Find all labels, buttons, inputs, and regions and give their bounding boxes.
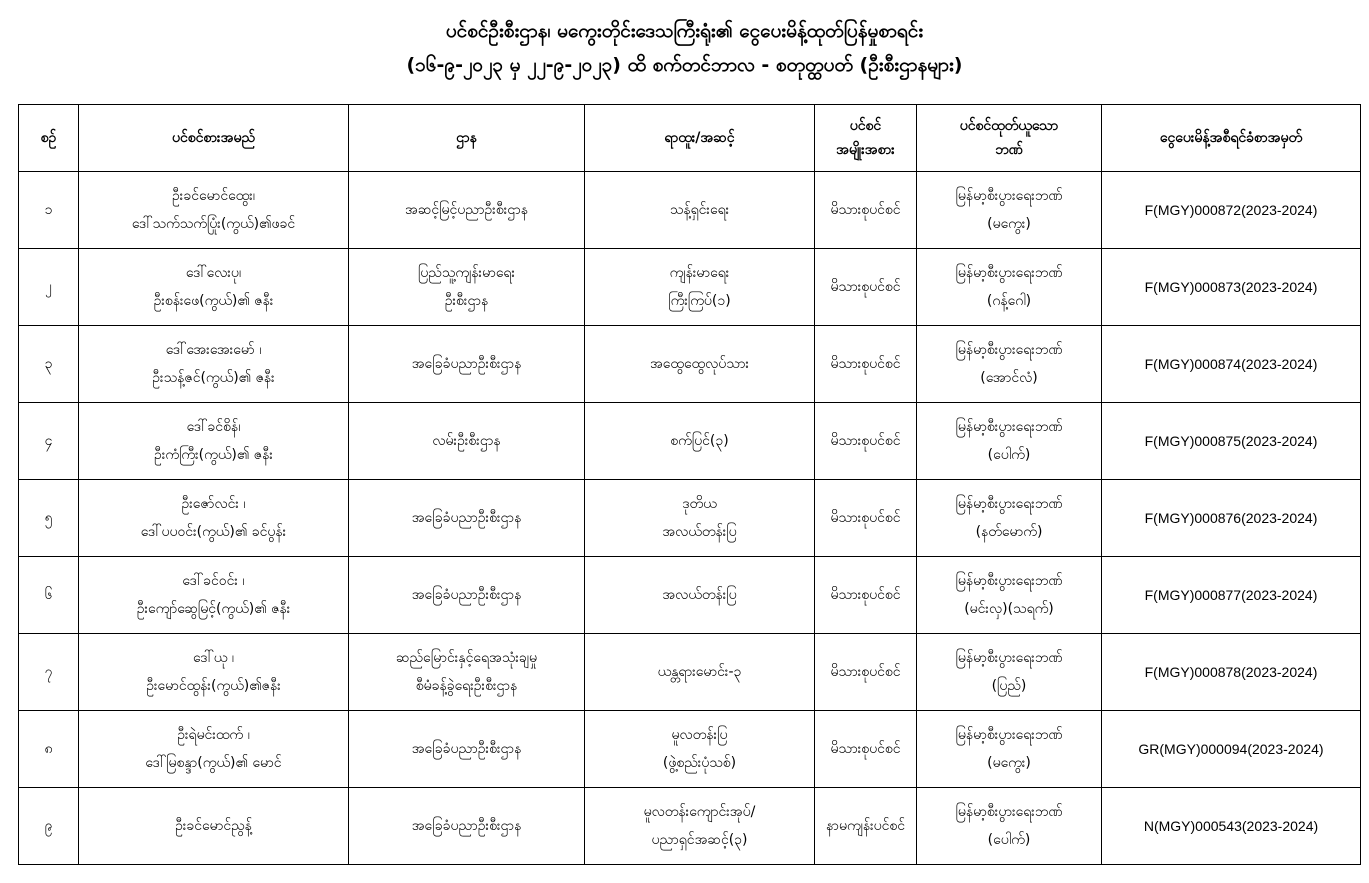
cell-department	[349, 634, 585, 711]
cell-department-line: အဆင့်မြင့်ပညာဦးစီးဌာန	[404, 202, 529, 218]
cell-name-line: ဒေါ်အေးအေးမော် ၊	[165, 342, 262, 358]
cell-name-line: ဦးစန်းဖေ(ကွယ်)၏ ဇနီး	[153, 293, 274, 309]
cell-bank-line: (နတ်မောက်)	[975, 524, 1043, 540]
cell-position-line: သန့်ရှင်းရေး	[669, 202, 730, 218]
cell-bank-line: မြန်မာ့စီးပွားရေးဘဏ်	[955, 650, 1063, 666]
table-row	[19, 557, 1361, 634]
header-no: စဉ်	[19, 105, 79, 172]
cell-pension-type: နာမကျန်းပင်စင်	[815, 788, 917, 865]
title-line-2: (၁၆-၉-၂၀၂၃ မှ ၂၂-၉-၂၀၂၃) ထိ စက်တင်ဘာလ - စတုတ္ထပတ် (ဦးစီးဌာနများ)	[406, 54, 963, 76]
cell-license-no: F(MGY)000874(2023-2024)	[1102, 326, 1361, 403]
cell-name-line: ဦးခင်မောင်ညွန့်	[175, 818, 252, 834]
cell-pension-type: မိသားစုပင်စင်	[815, 326, 917, 403]
header-license-no: ငွေပေးမိန့်အစီရင်ခံစာအမှတ်	[1102, 105, 1361, 172]
cell-position-line: ဒုတိယ	[682, 496, 717, 512]
cell-position	[585, 249, 815, 326]
cell-bank	[917, 326, 1102, 403]
cell-bank	[917, 711, 1102, 788]
cell-position-line: မူလတန်းကျောင်းအုပ်/	[643, 804, 756, 820]
cell-department	[349, 249, 585, 326]
cell-no: ၉	[19, 788, 79, 865]
table-row	[19, 249, 1361, 326]
cell-name-line: ဦးရဲမင်းထက် ၊	[177, 727, 250, 743]
table-row	[19, 172, 1361, 249]
cell-position	[585, 711, 815, 788]
cell-name	[79, 788, 349, 865]
cell-license-no: F(MGY)000876(2023-2024)	[1102, 480, 1361, 557]
document-title	[0, 14, 1369, 82]
header-bank: ပင်စင်ထုတ်ယူသော ဘဏ်	[917, 105, 1102, 172]
cell-name	[79, 172, 349, 249]
cell-name	[79, 634, 349, 711]
table-row	[19, 788, 1361, 865]
table-row	[19, 403, 1361, 480]
cell-license-no: N(MGY)000543(2023-2024)	[1102, 788, 1361, 865]
cell-name-line: ဒေါ်ပပဝင်း(ကွယ်)၏ ခင်ပွန်း	[140, 524, 287, 540]
cell-name-line: ဒေါ်ခင်ဝင်း ၊	[182, 573, 245, 589]
table-row	[19, 326, 1361, 403]
cell-bank-line: မြန်မာ့စီးပွားရေးဘဏ်	[955, 265, 1063, 281]
cell-name-line: ဦးသန့်ဇင်(ကွယ်)၏ ဇနီး	[152, 370, 275, 386]
cell-no: ၅	[19, 480, 79, 557]
cell-department-line: ဆည်မြောင်းနှင့်ရေအသုံးချမှု	[395, 650, 538, 666]
header-position: ရာထူး/အဆင့်	[585, 105, 815, 172]
cell-name-line: ဒေါ်ယု ၊	[193, 650, 234, 666]
cell-bank	[917, 172, 1102, 249]
cell-no: ၃	[19, 326, 79, 403]
cell-bank-line: မြန်မာ့စီးပွားရေးဘဏ်	[955, 573, 1063, 589]
cell-bank-line: (ပေါက်)	[987, 832, 1031, 848]
cell-pension-type: မိသားစုပင်စင်	[815, 557, 917, 634]
cell-bank-line: (အောင်လံ)	[980, 370, 1038, 386]
cell-bank-line: (ပေါက်)	[987, 447, 1031, 463]
cell-no: ၁	[19, 172, 79, 249]
cell-pension-type: မိသားစုပင်စင်	[815, 711, 917, 788]
table-row	[19, 634, 1361, 711]
cell-no: ၈	[19, 711, 79, 788]
cell-license-no: F(MGY)000873(2023-2024)	[1102, 249, 1361, 326]
cell-department	[349, 711, 585, 788]
cell-name	[79, 711, 349, 788]
cell-bank	[917, 557, 1102, 634]
header-department: ဌာန	[349, 105, 585, 172]
cell-department-line: အခြေခံပညာဦးစီးဌာန	[411, 587, 522, 603]
header-pension-type: ပင်စင် အမျိုးအစား	[815, 105, 917, 172]
cell-license-no: F(MGY)000872(2023-2024)	[1102, 172, 1361, 249]
cell-license-no: F(MGY)000877(2023-2024)	[1102, 557, 1361, 634]
cell-position	[585, 788, 815, 865]
cell-bank-line: မြန်မာ့စီးပွားရေးဘဏ်	[955, 188, 1063, 204]
cell-position	[585, 557, 815, 634]
cell-position-line: (ဖွဲ့စည်းပုံသစ်)	[662, 755, 737, 771]
cell-department-line: စီမံခန့်ခွဲရေးဦးစီးဌာန	[415, 678, 518, 694]
cell-bank-line: မြန်မာ့စီးပွားရေးဘဏ်	[955, 419, 1063, 435]
header-row	[19, 105, 1361, 172]
cell-position-line: မူလတန်းပြ	[671, 727, 728, 743]
cell-name-line: ဦးကံကြီး(ကွယ်)၏ ဇနီး	[154, 447, 273, 463]
cell-department-line: အခြေခံပညာဦးစီးဌာန	[411, 741, 522, 757]
cell-name-line: ဒေါ်သက်သက်ပြုံး(ကွယ်)၏ဖခင်	[131, 216, 296, 232]
cell-position-line: စက်ပြင်(၃)	[670, 433, 729, 449]
cell-no: ၇	[19, 634, 79, 711]
cell-department	[349, 403, 585, 480]
cell-department	[349, 326, 585, 403]
cell-bank	[917, 480, 1102, 557]
cell-department-line: လမ်းဦးစီးဌာန	[432, 433, 501, 449]
cell-position	[585, 172, 815, 249]
cell-name-line: ဒေါ်လေးပု၊	[185, 265, 242, 281]
cell-no: ၂	[19, 249, 79, 326]
cell-name	[79, 403, 349, 480]
cell-license-no: F(MGY)000875(2023-2024)	[1102, 403, 1361, 480]
cell-position-line: ပညာရှင်အဆင့်(၃)	[651, 832, 748, 848]
cell-bank-line: (မကွေး)	[987, 216, 1031, 232]
cell-department-line: ပြည်သူ့ကျန်းမာရေး	[417, 265, 516, 281]
cell-name-line: ဦးကျော်ဆွေမြင့်(ကွယ်)၏ ဇနီး	[136, 601, 291, 617]
cell-bank	[917, 403, 1102, 480]
header-name: ပင်စင်စားအမည်	[79, 105, 349, 172]
cell-position-line: အလယ်တန်းပြ	[662, 524, 737, 540]
cell-bank-line: မြန်မာ့စီးပွားရေးဘဏ်	[955, 804, 1063, 820]
cell-pension-type: မိသားစုပင်စင်	[815, 634, 917, 711]
cell-position-line: ယန္တရားမောင်း-၃	[657, 664, 742, 680]
cell-no: ၄	[19, 403, 79, 480]
cell-pension-type: မိသားစုပင်စင်	[815, 480, 917, 557]
table-body	[19, 172, 1361, 865]
cell-bank-line: မြန်မာ့စီးပွားရေးဘဏ်	[955, 496, 1063, 512]
cell-license-no: F(MGY)000878(2023-2024)	[1102, 634, 1361, 711]
cell-bank	[917, 788, 1102, 865]
cell-department	[349, 557, 585, 634]
cell-name	[79, 249, 349, 326]
cell-name	[79, 480, 349, 557]
table-row	[19, 480, 1361, 557]
cell-license-no: GR(MGY)000094(2023-2024)	[1102, 711, 1361, 788]
cell-department-line: အခြေခံပညာဦးစီးဌာန	[411, 356, 522, 372]
cell-position-line: ကြီးကြပ်(၁)	[668, 293, 731, 309]
pension-list-table	[18, 104, 1361, 865]
cell-department	[349, 788, 585, 865]
cell-bank-line: (ပြည်)	[991, 678, 1027, 694]
cell-position	[585, 326, 815, 403]
cell-position-line: အလယ်တန်းပြ	[662, 587, 737, 603]
cell-name-line: ဒေါ်မြစန္ဒာ(ကွယ်)၏ မောင်	[145, 755, 282, 771]
cell-department	[349, 480, 585, 557]
cell-bank-line: မြန်မာ့စီးပွားရေးဘဏ်	[955, 727, 1063, 743]
cell-bank-line: (မင်းလှ)(သရက်)	[964, 601, 1054, 617]
cell-pension-type: မိသားစုပင်စင်	[815, 172, 917, 249]
cell-name-line: ဦးမောင်ထွန်း(ကွယ်)၏ဇနီး	[146, 678, 281, 694]
cell-department-line: အခြေခံပညာဦးစီးဌာန	[411, 510, 522, 526]
cell-department-line: အခြေခံပညာဦးစီးဌာန	[411, 818, 522, 834]
cell-name	[79, 557, 349, 634]
cell-department-line: ဦးစီးဌာန	[444, 293, 489, 309]
cell-position	[585, 403, 815, 480]
cell-pension-type: မိသားစုပင်စင်	[815, 403, 917, 480]
cell-name-line: ဦးခင်မောင်ထွေး၊	[172, 188, 255, 204]
cell-position	[585, 634, 815, 711]
cell-name	[79, 326, 349, 403]
cell-bank-line: (မကွေး)	[987, 755, 1031, 771]
cell-bank	[917, 249, 1102, 326]
cell-name-line: ဦးဇော်လင်း ၊	[181, 496, 246, 512]
cell-no: ၆	[19, 557, 79, 634]
cell-bank-line: (ဂန့်ဂေါ)	[986, 293, 1032, 309]
cell-name-line: ဒေါ်ခင်စိန်၊	[186, 419, 241, 435]
title-line-1: ပင်စင်ဦးစီးဌာန၊ မကွေးတိုင်းဒေသကြီးရုံး၏ ငွေပေးမိန့်ထုတ်ပြန်မှုစာရင်း	[445, 20, 924, 42]
cell-position-line: အထွေထွေလုပ်သား	[649, 356, 750, 372]
cell-bank-line: မြန်မာ့စီးပွားရေးဘဏ်	[955, 342, 1063, 358]
cell-department	[349, 172, 585, 249]
table-row	[19, 711, 1361, 788]
cell-bank	[917, 634, 1102, 711]
cell-position	[585, 480, 815, 557]
cell-pension-type: မိသားစုပင်စင်	[815, 249, 917, 326]
cell-position-line: ကျန်းမာရေး	[669, 265, 730, 281]
